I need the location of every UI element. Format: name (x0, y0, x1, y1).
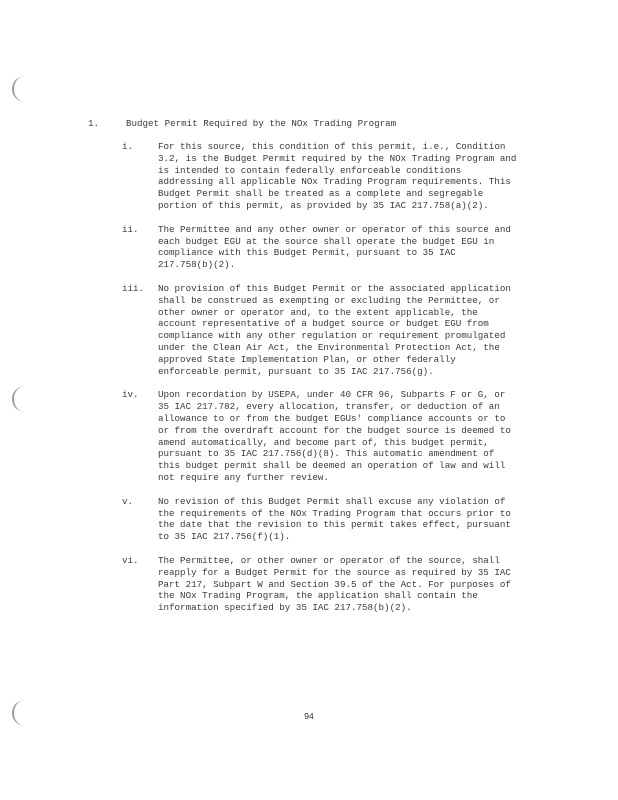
list-item (122, 555, 542, 614)
condition-list (122, 141, 542, 626)
item-numeral: iv. (122, 389, 139, 401)
item-text: For this source, this condition of this permit, i.e., Condition 3.2, is the Budget Permit required by the NOx Trading Program and is intended to contain federally enforceable conditions addressing all applicable NOx Trading Program requirements. This Budget Permit shall be treated as a complete and segregable portion of this permit, as provided by 35 IAC 217.758(a)(2). (158, 141, 517, 211)
item-text: Upon recordation by USEPA, under 40 CFR 96, Subparts F or G, or 35 IAC 217.782, every allocation, transfer, or deduction of an allowance to or from the budget EGUs' compliance accounts or to or from the overdraft account for the budget source is deemed to amend automatically, and become part of, this budget permit, pursuant to 35 IAC 217.756(d)(8). This automatic amendment of this budget permit shall be deemed an operation of law and will not require any further review. (158, 389, 511, 483)
page-number: 94 (304, 711, 314, 721)
list-item (122, 283, 542, 377)
item-text: The Permittee, or other owner or operator of the source, shall reapply for a Budget Permit for the source as required by 35 IAC Part 217, Subpart W and Section 39.5 of the Act. For purposes of the NOx Trading Program, the application shall contain the information specified by 35 IAC 217.758(b)(2). (158, 554, 511, 614)
item-numeral: vi. (122, 554, 139, 566)
list-item (122, 389, 542, 483)
hole-punch-mark (12, 76, 28, 102)
item-numeral: ii. (122, 223, 139, 235)
list-item (122, 224, 542, 271)
item-text: No revision of this Budget Permit shall excuse any violation of the requirements of the NOx Trading Program that occurs prior to the date that the revision to this permit takes effect, pursuant to 35 IAC 217.756(f)(1). (158, 495, 511, 543)
section-title: Budget Permit Required by the NOx Trading Program (126, 118, 397, 129)
item-numeral: iii. (122, 282, 145, 294)
item-text: The Permittee and any other owner or operator of this source and each budget EGU at the source shall operate the budget EGU in compliance with this Budget Permit, pursuant to 35 IAC 217.758(b)(2). (158, 223, 511, 271)
item-numeral: i. (122, 141, 134, 152)
list-item (122, 496, 542, 543)
item-text: No provision of this Budget Permit or the associated application shall be construed as exempting or excluding the Permittee, or other owner or operator and, to the extent applicable, the account representative of a budget source or budget EGU from compliance with any other regulation or requirement promulgated under the Clean Air Act, the Environmental Protection Act, the approved State Implementation Plan, or other federally enforceable permit, pursuant to 35 IAC 217.756(g). (158, 282, 511, 377)
hole-punch-mark (12, 386, 28, 412)
section-heading (88, 118, 396, 130)
item-numeral: v. (122, 495, 134, 507)
list-item (122, 141, 542, 212)
section-number: 1. (88, 118, 100, 129)
